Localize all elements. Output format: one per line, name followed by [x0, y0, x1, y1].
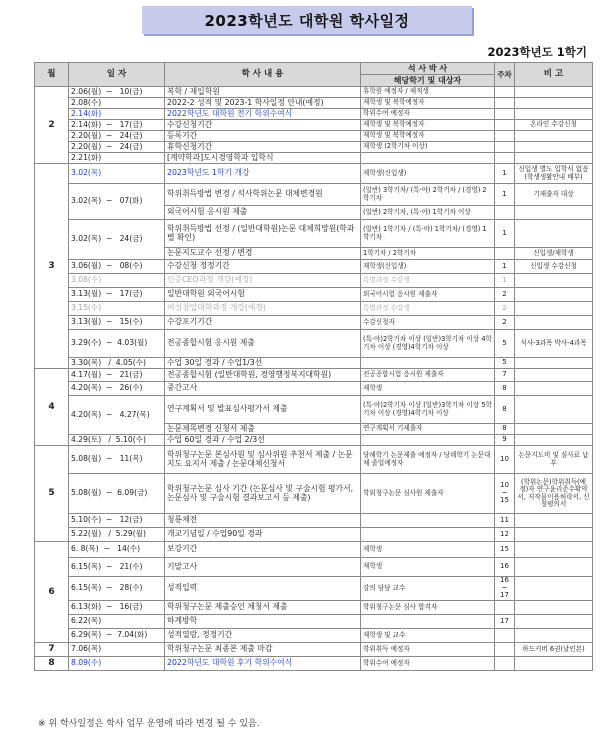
target-cell: (특·야)2학기차 이상 (일반)3학기차 이상 4학기차 이상 (경영)4학기차 이상 — [361, 330, 495, 358]
target-cell — [361, 514, 495, 528]
date-cell: 6.22(목) — [69, 615, 165, 629]
content-cell: 연구계획서 및 발표심사평가서 제출 — [165, 396, 361, 424]
date-cell: 5.22(월) / 5.29(월) — [69, 528, 165, 542]
month-cell: 3 — [35, 164, 69, 369]
page-title: 2023학년도 대학원 학사일정 — [204, 11, 410, 30]
month-cell: 7 — [35, 643, 69, 657]
content-cell: 수업 30일 경과 / 수업1/3선 — [165, 358, 361, 369]
target-cell: 휴학원 예정자 / 제적생 — [361, 87, 495, 98]
week-cell — [495, 109, 515, 120]
month-cell: 8 — [35, 657, 69, 671]
note-cell — [515, 109, 593, 120]
week-cell: 8 — [495, 382, 515, 396]
month-cell: 4 — [35, 369, 69, 446]
content-cell: 보강기간 — [165, 542, 361, 558]
date-cell: 3.08(수) — [69, 274, 165, 288]
week-cell — [495, 153, 515, 164]
note-cell — [515, 220, 593, 248]
note-cell — [515, 302, 593, 316]
date-cell: 2.21(화) — [69, 153, 165, 164]
note-cell: 신입생 수강신청 — [515, 260, 593, 274]
week-cell: 1 — [495, 220, 515, 248]
date-cell: 6.29(목) ~ 7.04(화) — [69, 629, 165, 643]
week-cell — [495, 120, 515, 131]
note-cell — [515, 528, 593, 542]
target-cell: 연구계획서 기제출자 — [361, 424, 495, 435]
col-week: 주차 — [495, 63, 515, 87]
target-cell: (일반) 1학기차 / (특·야) 1학기차/ (경영) 1학기차 — [361, 220, 495, 248]
content-cell: 청룡체전 — [165, 514, 361, 528]
week-cell: 2 — [495, 316, 515, 330]
note-cell — [515, 615, 593, 629]
content-cell: 학위청구논문 최종본 제출 마감 — [165, 643, 361, 657]
target-cell: 학위청구논문 심사 합격자 — [361, 601, 495, 615]
note-cell — [515, 435, 593, 446]
note-cell — [515, 577, 593, 601]
content-cell: 2022학년도 대학원 후기 학위수여식 — [165, 657, 361, 671]
content-cell: 일반대학원 외국어시험 — [165, 288, 361, 302]
note-cell: 논문지도비 및 심사료 납부 — [515, 446, 593, 474]
target-cell: 재학생 및 복학예정자 — [361, 98, 495, 109]
content-cell: 인증CEO과정 개강(예정) — [165, 274, 361, 288]
content-cell: 논문지도교수 선정 / 변경 — [165, 248, 361, 260]
note-cell — [515, 601, 593, 615]
month-cell: 5 — [35, 446, 69, 542]
week-cell: 8 — [495, 424, 515, 435]
target-cell — [361, 358, 495, 369]
note-cell: 온라인 수강신청 — [515, 120, 593, 131]
date-cell: 3.02(목) ~ 07(화) — [69, 184, 165, 220]
note-cell — [515, 288, 593, 302]
date-cell: 3.13(월) ~ 17(금) — [69, 288, 165, 302]
note-cell — [515, 424, 593, 435]
week-cell — [495, 131, 515, 142]
content-cell: 수업 60일 경과 / 수업 2/3선 — [165, 435, 361, 446]
date-cell: 6.15(목) ~ 28(수) — [69, 577, 165, 601]
week-cell — [495, 98, 515, 109]
target-cell: 재학생 (2학기차 이상) — [361, 142, 495, 153]
note-cell — [515, 369, 593, 382]
week-cell — [495, 248, 515, 260]
content-cell: 2022-2 성적 및 2023-1 학사일정 안내(예정) — [165, 98, 361, 109]
week-cell: 16 — [495, 558, 515, 577]
date-cell: 2.14(화) ~ 17(금) — [69, 120, 165, 131]
week-cell — [495, 87, 515, 98]
week-cell — [495, 643, 515, 657]
date-cell: 5.08(월) ~ 11(목) — [69, 446, 165, 474]
target-cell: 재학생(신입생) — [361, 164, 495, 184]
content-cell: 2022학년도 대학원 전기 학위수여식 — [165, 109, 361, 120]
semester-label: 2023학년도 1학기 — [487, 45, 587, 59]
note-cell — [515, 98, 593, 109]
week-cell — [495, 657, 515, 671]
title-box — [142, 6, 472, 34]
target-cell: 재학생 및 교수 — [361, 629, 495, 643]
content-cell: 중간고사 — [165, 382, 361, 396]
note-cell: 신입생/재학생 — [515, 248, 593, 260]
target-cell: (일반) 3학기차/ (특·야) 2학기차 / (경영) 2학기차 — [361, 184, 495, 206]
date-cell: 6. 8(목) ~ 14(수) — [69, 542, 165, 558]
note-cell — [515, 558, 593, 577]
note-cell — [515, 153, 593, 164]
note-cell — [515, 629, 593, 643]
note-cell — [515, 396, 593, 424]
date-cell: 2.20(월) ~ 24(금) — [69, 142, 165, 153]
note-cell: (학위논문)학위취득(예정)자 연구윤리준수확약서, 저작물이용허락서, 신청평의서 — [515, 474, 593, 514]
note-cell: 기재출자 대상 — [515, 184, 593, 206]
col-content: 학 사 내 용 — [165, 63, 361, 87]
target-cell — [361, 153, 495, 164]
date-cell: 4.20(목) ~ 26(수) — [69, 382, 165, 396]
content-cell: 논문제목변경 신청서 제출 — [165, 424, 361, 435]
target-cell: 1학기차 / 2학기차 — [361, 248, 495, 260]
week-cell: 9 — [495, 435, 515, 446]
content-cell: 2023학년도 1학기 개강 — [165, 164, 361, 184]
target-cell — [361, 435, 495, 446]
date-cell: 3.29(수) ~ 4.03(월) — [69, 330, 165, 358]
content-cell: 학위취득방법 선정 / (일반대학원)논문 대체희망원(학과별 확인) — [165, 220, 361, 248]
date-cell: 2.20(월) ~ 24(금) — [69, 131, 165, 142]
note-cell — [515, 382, 593, 396]
date-cell: 4.20(목) ~ 4.27(목) — [69, 396, 165, 435]
date-cell: 2.06(월) ~ 10(금) — [69, 87, 165, 98]
note-cell — [515, 657, 593, 671]
note-cell — [515, 87, 593, 98]
week-cell: 5 — [495, 330, 515, 358]
date-cell: 6.15(목) ~ 21(수) — [69, 558, 165, 577]
date-cell: 7.06(목) — [69, 643, 165, 657]
target-cell — [361, 615, 495, 629]
target-cell: 특별과정 수강생 — [361, 302, 495, 316]
target-cell: 외국어시험 응시원 제출자 — [361, 288, 495, 302]
footnote: ※ 위 학사일정은 학사 업무 운영에 따라 변경 될 수 있음. — [38, 719, 260, 729]
month-cell: 6 — [35, 542, 69, 643]
week-cell: 5 — [495, 358, 515, 369]
date-cell: 3.06(월) ~ 08(수) — [69, 260, 165, 274]
note-cell — [515, 358, 593, 369]
note-cell: 신입생 별도 입학식 없음 (학생생활안내 배부) — [515, 164, 593, 184]
content-cell: [계약학과]도시경영학과 입학식 — [165, 153, 361, 164]
content-cell: 외국어시험 응시원 제출 — [165, 206, 361, 220]
week-cell — [495, 601, 515, 615]
target-cell: (일반) 2학기차, (특·야) 1학기차 이상 — [361, 206, 495, 220]
date-cell: 4.29(토) / 5.10(수) — [69, 435, 165, 446]
week-cell: 2 — [495, 302, 515, 316]
col-note: 비 고 — [515, 63, 593, 87]
content-cell: 등록기간 — [165, 131, 361, 142]
target-cell: 학위수여 예정자 — [361, 657, 495, 671]
week-cell: 15 — [495, 542, 515, 558]
week-cell: 12 — [495, 528, 515, 542]
content-cell: 학위청구논문 심사 기간 (논문심사 및 구술시험 평가서, 논문심사 및 구술시험 결과보고서 등 제출) — [165, 474, 361, 514]
date-cell: 3.30(목) / 4.05(수) — [69, 358, 165, 369]
date-cell: 5.08(월) ~ 6.09(금) — [69, 474, 165, 514]
col-target-top: 석 사 박 사 — [361, 63, 495, 75]
date-cell: 4.17(월) ~ 21(금) — [69, 369, 165, 382]
week-cell: 2 — [495, 288, 515, 302]
week-cell: 10 ~ 15 — [495, 474, 515, 514]
target-cell: 재학생 — [361, 558, 495, 577]
note-cell — [515, 142, 593, 153]
week-cell: 16 ~ 17 — [495, 577, 515, 601]
note-cell — [515, 131, 593, 142]
col-month: 월 — [35, 63, 69, 87]
content-cell: 하계방학 — [165, 615, 361, 629]
content-cell: 학위청구논문 본심사원 및 심사위원 추천서 제출 / 논문지도 요지서 제출 / 논문대체신청서 — [165, 446, 361, 474]
date-cell: 3.02(목) — [69, 164, 165, 184]
date-cell: 2.08(수) — [69, 98, 165, 109]
content-cell: 학위취득방법 변경 / 석사학위논문 대체변경원 — [165, 184, 361, 206]
target-cell: 재학생 — [361, 382, 495, 396]
date-cell: 3.13(월) ~ 15(수) — [69, 316, 165, 330]
week-cell — [495, 142, 515, 153]
target-cell: 재학생(신입생) — [361, 260, 495, 274]
week-cell: 1 — [495, 184, 515, 206]
content-cell: 전공종합시험 응시원 제출 — [165, 330, 361, 358]
target-cell: 재학생 및 복학예정자 — [361, 131, 495, 142]
week-cell — [495, 206, 515, 220]
week-cell — [495, 629, 515, 643]
note-cell: 석사-3과목 박사-4과목 — [515, 330, 593, 358]
week-cell: 1 — [495, 274, 515, 288]
content-cell: 전공종합시험 (일반대학원, 경영행정복지대학원) — [165, 369, 361, 382]
target-cell: 학위청구논문 심사원 제출자 — [361, 474, 495, 514]
content-cell: 성적입력 — [165, 577, 361, 601]
note-cell — [515, 206, 593, 220]
target-cell: 강의 담당 교수 — [361, 577, 495, 601]
date-cell: 2.14(화) — [69, 109, 165, 120]
note-cell: 하드커버 6권(날인본) — [515, 643, 593, 657]
target-cell: 당해학기 논문제출 예정자 / 당해학기 논문대체 졸업예정자 — [361, 446, 495, 474]
content-cell: 수강포기기간 — [165, 316, 361, 330]
content-cell: 개교기념일 / 수업90일 경과 — [165, 528, 361, 542]
note-cell — [515, 514, 593, 528]
col-date: 일 자 — [69, 63, 165, 87]
target-cell: 재학생 및 복학예정자 — [361, 120, 495, 131]
target-cell: 재학생 — [361, 542, 495, 558]
week-cell: 1 — [495, 164, 515, 184]
note-cell — [515, 542, 593, 558]
content-cell: 여성창업대학과정 개강(예정) — [165, 302, 361, 316]
target-cell: (특·야)2학기차 이상 (일반)3학기차 이상 5학기차 이상 (경영)4학기차 이상 — [361, 396, 495, 424]
target-cell: 학위수여 예정자 — [361, 109, 495, 120]
date-cell: 8.09(수) — [69, 657, 165, 671]
content-cell: 학위청구논문 제출승인 체청서 제출 — [165, 601, 361, 615]
week-cell: 10 — [495, 446, 515, 474]
target-cell: 특별과정 수강생 — [361, 274, 495, 288]
week-cell: 17 — [495, 615, 515, 629]
week-cell: 1 — [495, 260, 515, 274]
target-cell: 전공종합시험 응시원 제출자 — [361, 369, 495, 382]
week-cell: 7 — [495, 369, 515, 382]
month-cell: 2 — [35, 87, 69, 164]
content-cell: 수강신청 정정기간 — [165, 260, 361, 274]
target-cell: 학위취득 예정자 — [361, 643, 495, 657]
week-cell: 8 — [495, 396, 515, 424]
date-cell: 3.02(목) ~ 24(금) — [69, 220, 165, 260]
week-cell: 11 — [495, 514, 515, 528]
content-cell: 복학 / 재입학원 — [165, 87, 361, 98]
note-cell — [515, 274, 593, 288]
date-cell: 3.15(수) — [69, 302, 165, 316]
target-cell — [361, 528, 495, 542]
content-cell: 성적열람, 정정기간 — [165, 629, 361, 643]
content-cell: 기말고사 — [165, 558, 361, 577]
date-cell: 6.13(화) ~ 16(금) — [69, 601, 165, 615]
content-cell: 휴학신청기간 — [165, 142, 361, 153]
target-cell: 수강신청자 — [361, 316, 495, 330]
schedule-table — [34, 62, 593, 671]
date-cell: 5.10(수) ~ 12(금) — [69, 514, 165, 528]
note-cell — [515, 316, 593, 330]
content-cell: 수강신청기간 — [165, 120, 361, 131]
col-target-bottom: 해당학기 및 대상자 — [361, 75, 495, 87]
